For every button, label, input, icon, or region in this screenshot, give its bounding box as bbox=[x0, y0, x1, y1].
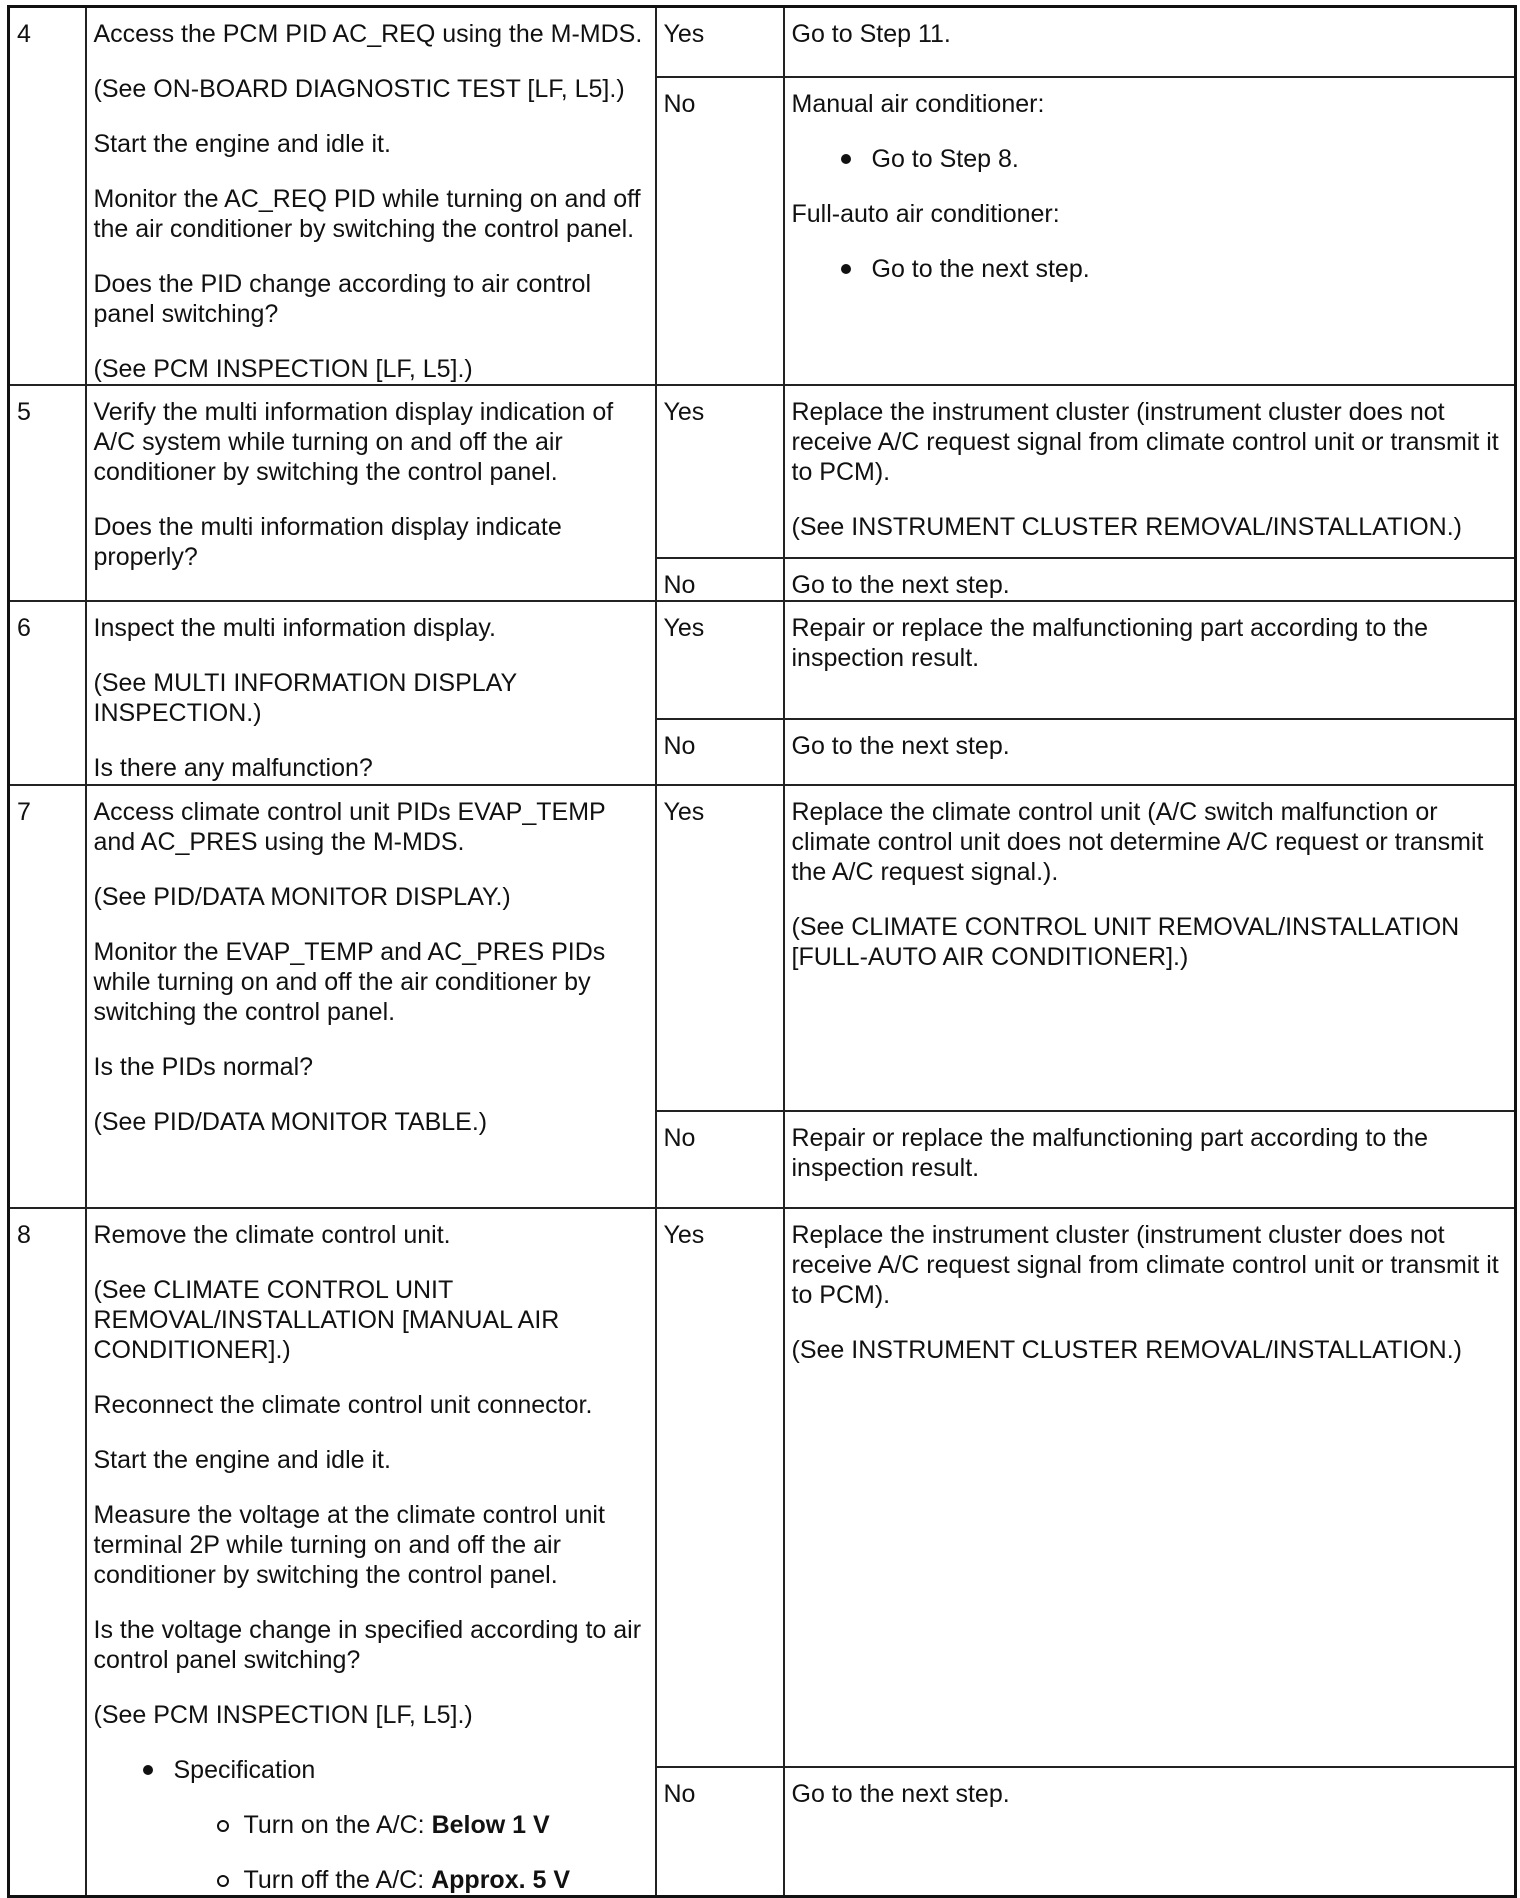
step-6-procedure bbox=[86, 601, 656, 785]
procedure-reference: (See PID/DATA MONITOR DISPLAY.) bbox=[93, 883, 511, 911]
action-text: Go to Step 11. bbox=[791, 20, 951, 48]
answer-yes: Yes bbox=[656, 7, 784, 78]
action-text: Repair or replace the malfunctioning part according to the inspection result. bbox=[791, 1124, 1428, 1182]
step-5-yes-row bbox=[9, 385, 1516, 558]
answer-no: No bbox=[656, 1767, 784, 1897]
step-6-yes-row bbox=[9, 601, 1516, 719]
step-number: 5 bbox=[9, 385, 86, 601]
spec-value: Below 1 V bbox=[431, 1811, 550, 1839]
procedure-text: Inspect the multi information display. bbox=[93, 614, 497, 642]
step-7-yes-row bbox=[9, 785, 1516, 1111]
action-text: Go to the next step. bbox=[791, 571, 1010, 599]
procedure-text: Verify the multi information display indication of A/C system while turning on and off the air conditioner by switching the control panel. bbox=[93, 398, 614, 486]
spec-condition: Turn off the A/C: bbox=[243, 1866, 432, 1894]
specification-item-on bbox=[94, 1810, 648, 1840]
action-text: Replace the climate control unit (A/C switch malfunction or climate control unit does not determine A/C request or transmit the A/C request signal.). bbox=[791, 798, 1484, 886]
action-reference: (See INSTRUMENT CLUSTER REMOVAL/INSTALLATION.) bbox=[791, 513, 1462, 541]
step-5-procedure bbox=[86, 385, 656, 601]
action-reference: (See CLIMATE CONTROL UNIT REMOVAL/INSTALLATION [FULL-AUTO AIR CONDITIONER].) bbox=[791, 913, 1460, 971]
answer-yes: Yes bbox=[656, 1208, 784, 1767]
answer-no: No bbox=[656, 77, 784, 385]
procedure-text: (See ON-BOARD DIAGNOSTIC TEST [LF, L5].) bbox=[93, 75, 625, 103]
answer-yes: Yes bbox=[656, 785, 784, 1111]
step-number: 8 bbox=[9, 1208, 86, 1897]
procedure-question: Does the multi information display indicate properly? bbox=[93, 513, 562, 571]
answer-yes: Yes bbox=[656, 385, 784, 558]
step-7-yes-action bbox=[784, 785, 1516, 1111]
step-8-yes-action bbox=[784, 1208, 1516, 1767]
step-number: 7 bbox=[9, 785, 86, 1208]
diagnostic-procedure-table bbox=[7, 5, 1517, 1898]
action-reference: (See INSTRUMENT CLUSTER REMOVAL/INSTALLATION.) bbox=[791, 1336, 1462, 1364]
procedure-reference: (See PCM INSPECTION [LF, L5].) bbox=[93, 355, 473, 383]
procedure-reference: (See PCM INSPECTION [LF, L5].) bbox=[93, 1701, 473, 1729]
action-label: Manual air conditioner: bbox=[791, 90, 1045, 118]
procedure-text: Reconnect the climate control unit connector. bbox=[93, 1391, 593, 1419]
action-label: Full-auto air conditioner: bbox=[791, 200, 1060, 228]
step-8-no-action bbox=[784, 1767, 1516, 1897]
step-4-no-action bbox=[784, 77, 1516, 385]
procedure-text: Start the engine and idle it. bbox=[93, 130, 391, 158]
procedure-reference: (See MULTI INFORMATION DISPLAY INSPECTION.) bbox=[93, 669, 517, 727]
action-text: Replace the instrument cluster (instrument cluster does not receive A/C request signal from climate control unit or transmit it to PCM). bbox=[791, 1221, 1499, 1309]
procedure-question: Is the PIDs normal? bbox=[93, 1053, 314, 1081]
action-bullet: Go to the next step. bbox=[792, 254, 1508, 284]
procedure-text: Start the engine and idle it. bbox=[93, 1446, 391, 1474]
step-8-procedure bbox=[86, 1208, 656, 1897]
action-text: Go to the next step. bbox=[791, 732, 1010, 760]
step-4-procedure bbox=[86, 7, 656, 386]
step-5-no-action bbox=[784, 558, 1516, 601]
specification-item-off bbox=[94, 1865, 648, 1895]
procedure-reference: (See PID/DATA MONITOR TABLE.) bbox=[93, 1108, 488, 1136]
step-5-yes-action bbox=[784, 385, 1516, 558]
procedure-text: Monitor the AC_REQ PID while turning on and off the air conditioner by switching the control panel. bbox=[93, 185, 641, 243]
step-6-no-action bbox=[784, 719, 1516, 785]
procedure-text: Monitor the EVAP_TEMP and AC_PRES PIDs while turning on and off the air conditioner by switching the control panel. bbox=[93, 938, 606, 1026]
procedure-question: Does the PID change according to air control panel switching? bbox=[93, 270, 591, 328]
action-text: Replace the instrument cluster (instrument cluster does not receive A/C request signal from climate control unit or transmit it to PCM). bbox=[791, 398, 1499, 486]
procedure-text: Remove the climate control unit. bbox=[93, 1221, 451, 1249]
step-7-procedure bbox=[86, 785, 656, 1208]
procedure-text: Measure the voltage at the climate control unit terminal 2P while turning on and off the air conditioner by switching the control panel. bbox=[93, 1501, 605, 1589]
spec-value: Approx. 5 V bbox=[431, 1866, 571, 1894]
step-7-no-action bbox=[784, 1111, 1516, 1208]
procedure-question: Is the voltage change in specified according to air control panel switching? bbox=[93, 1616, 642, 1674]
answer-yes: Yes bbox=[656, 601, 784, 719]
action-text: Go to the next step. bbox=[791, 1780, 1010, 1808]
procedure-text: Access the PCM PID AC_REQ using the M-MDS. bbox=[93, 20, 643, 48]
procedure-reference: (See CLIMATE CONTROL UNIT REMOVAL/INSTALLATION [MANUAL AIR CONDITIONER].) bbox=[93, 1276, 560, 1364]
action-bullet: Go to Step 8. bbox=[792, 144, 1508, 174]
procedure-text: Access climate control unit PIDs EVAP_TEMP and AC_PRES using the M-MDS. bbox=[93, 798, 606, 856]
step-8-yes-row bbox=[9, 1208, 1516, 1767]
action-text: Repair or replace the malfunctioning part according to the inspection result. bbox=[791, 614, 1428, 672]
step-4-yes-action bbox=[784, 7, 1516, 78]
answer-no: No bbox=[656, 1111, 784, 1208]
specification-bullet: Specification bbox=[94, 1755, 648, 1785]
procedure-question: Is there any malfunction? bbox=[93, 754, 373, 782]
step-number: 6 bbox=[9, 601, 86, 785]
spec-condition: Turn on the A/C: bbox=[243, 1811, 432, 1839]
step-4-yes-row bbox=[9, 7, 1516, 78]
answer-no: No bbox=[656, 558, 784, 601]
answer-no: No bbox=[656, 719, 784, 785]
step-6-yes-action bbox=[784, 601, 1516, 719]
step-number: 4 bbox=[9, 7, 86, 386]
